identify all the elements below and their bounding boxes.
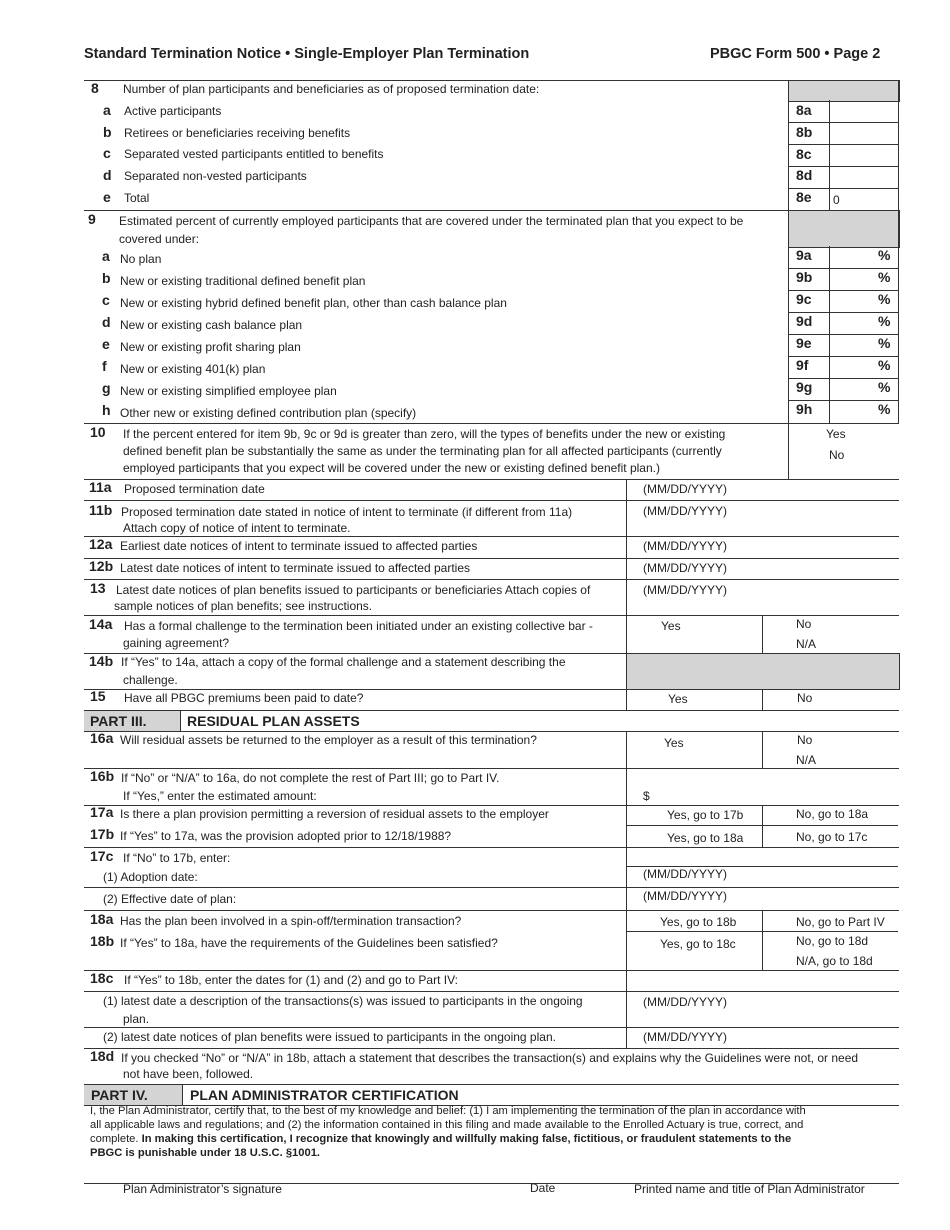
cert-line-3 <box>90 1132 791 1146</box>
q9-gray-cell <box>788 210 900 248</box>
q9b-letter: b <box>102 270 111 286</box>
q17a-no-option[interactable]: No, go to 18a <box>796 807 869 821</box>
q9g-letter: g <box>102 380 111 396</box>
q14a-text-2: gaining agreement? <box>123 636 230 650</box>
q9h-letter: h <box>102 402 111 418</box>
q8c-code: 8c <box>796 146 812 162</box>
q9g-code: 9g <box>796 379 813 395</box>
date-input[interactable] <box>510 1160 620 1182</box>
q17-col-line <box>762 805 763 847</box>
q9g-percent-input[interactable] <box>830 380 875 400</box>
signature-label: Plan Administrator’s signature <box>123 1182 282 1196</box>
q18c-sub2-label: (2) latest date notices of plan benefits were issued to participants in the ongoing plan. <box>103 1030 556 1044</box>
q18a-yes-option[interactable]: Yes, go to 18b <box>660 915 737 929</box>
q9b-code: 9b <box>796 269 813 285</box>
row-rule <box>626 931 898 932</box>
q18-col-line <box>762 910 763 970</box>
q8b-code: 8b <box>796 124 813 140</box>
q17c-sub1-label: (1) Adoption date: <box>103 870 198 884</box>
row-rule <box>84 1048 899 1049</box>
q8d-code: 8d <box>796 167 813 183</box>
row-rule <box>84 847 899 848</box>
section-rule <box>84 423 899 424</box>
q8c-letter: c <box>103 145 111 161</box>
q17a-label: Is there a plan provision permitting a reversion of residual assets to the employer <box>120 807 549 821</box>
q9c-letter: c <box>102 292 110 308</box>
q8a-label: Active participants <box>124 104 222 118</box>
q9h-code: 9h <box>796 401 813 417</box>
row-rule <box>84 805 899 806</box>
q12b-number: 12b <box>89 558 114 574</box>
cert-line-3-bold: In making this certification, I recognize that knowingly and willfully making false, fictitious, or fraudulent statements to the <box>141 1133 792 1145</box>
q8b-label: Retirees or beneficiaries receiving benefits <box>124 126 351 140</box>
q9a-letter: a <box>102 248 110 264</box>
form-title: Standard Termination Notice • Single-Employer Plan Termination <box>84 46 530 62</box>
q9d-percent-sign: % <box>878 313 891 329</box>
q11b-date-input[interactable]: (MM/DD/YYYY) <box>643 504 727 518</box>
q9d-code: 9d <box>796 313 813 329</box>
q10-yes-option[interactable]: Yes <box>826 427 846 441</box>
row-rule <box>84 710 899 711</box>
part-3-title: RESIDUAL PLAN ASSETS <box>187 713 360 729</box>
q18d-text-2: not have been, followed. <box>123 1067 254 1081</box>
q9b-percent-input[interactable] <box>830 270 875 290</box>
section-rule <box>84 210 899 211</box>
date-label: Date <box>530 1181 556 1195</box>
q18c-sub1-text-1: (1) latest date a description of the transactions(s) was issued to participants in the ongoing <box>103 994 583 1008</box>
q9f-letter: f <box>102 358 107 374</box>
q8d-label: Separated non-vested participants <box>124 169 307 183</box>
q12a-date-input[interactable]: (MM/DD/YYYY) <box>643 539 727 553</box>
q17b-label: If “Yes” to 17a, was the provision adopted prior to 12/18/1988? <box>120 829 452 843</box>
q9c-percent-sign: % <box>878 291 891 307</box>
answer-col-line <box>626 1027 627 1048</box>
part-4-label: PART IV. <box>91 1087 148 1103</box>
q18c-notices-date-input[interactable]: (MM/DD/YYYY) <box>643 1030 727 1044</box>
q15-no-option[interactable]: No <box>797 691 813 705</box>
q17b-no-option[interactable]: No, go to 17c <box>796 830 868 844</box>
q9f-label: New or existing 401(k) plan <box>120 362 266 376</box>
row-rule <box>84 536 899 537</box>
q9-text-1: Estimated percent of currently employed participants that are covered under the terminated plan that you expect to be <box>119 214 744 228</box>
q15-yes-option[interactable]: Yes <box>668 692 688 706</box>
q17b-yes-option[interactable]: Yes, go to 18a <box>667 831 744 845</box>
q9f-percent-input[interactable] <box>830 358 875 378</box>
answer-col-line <box>626 731 627 1028</box>
q17b-number: 17b <box>90 826 115 842</box>
q17c-label: If “No” to 17b, enter: <box>123 851 231 865</box>
q18c-description-date-input[interactable]: (MM/DD/YYYY) <box>643 995 727 1009</box>
q11b-text-1: Proposed termination date stated in notice of intent to terminate (if different from 11a) <box>121 505 573 519</box>
q16b-amount-input[interactable]: $ <box>643 789 650 803</box>
q17c-adoption-date-input[interactable]: (MM/DD/YYYY) <box>643 867 727 881</box>
q17a-number: 17a <box>90 804 114 820</box>
row-rule <box>84 689 899 690</box>
q14a-yes-option[interactable]: Yes <box>661 619 681 633</box>
q8c-label: Separated vested participants entitled to benefits <box>124 147 384 161</box>
q9a-code: 9a <box>796 247 812 263</box>
q9e-letter: e <box>102 336 110 352</box>
q9d-letter: d <box>102 314 111 330</box>
q8d-letter: d <box>103 167 112 183</box>
q11a-label: Proposed termination date <box>124 482 265 496</box>
q18b-number: 18b <box>90 933 115 949</box>
q9g-label: New or existing simplified employee plan <box>120 384 337 398</box>
row-rule <box>84 768 899 769</box>
q9f-percent-sign: % <box>878 357 891 373</box>
q14b-text-2: challenge. <box>123 673 178 687</box>
q18b-label: If “Yes” to 18a, have the requirements of the Guidelines been satisfied? <box>120 936 498 950</box>
q9-col-line3 <box>898 210 899 423</box>
row-rule <box>626 825 898 826</box>
q8-text: Number of plan participants and beneficiaries as of proposed termination date: <box>123 82 540 96</box>
q16a-na-option[interactable]: N/A <box>796 753 817 767</box>
q9-col-line <box>788 210 789 423</box>
q12b-label: Latest date notices of intent to terminate issued to affected parties <box>120 561 470 575</box>
q18c-label: If “Yes” to 18b, enter the dates for (1) and (2) and go to Part IV: <box>124 973 458 987</box>
q16b-text-2: If “Yes,” enter the estimated amount: <box>123 789 317 803</box>
q16a-label: Will residual assets be returned to the employer as a result of this termination? <box>120 733 537 747</box>
q10-col-line <box>788 423 789 479</box>
row-rule <box>84 500 899 501</box>
q9a-percent-input[interactable] <box>830 248 875 268</box>
q14a-number: 14a <box>89 616 113 632</box>
q9e-code: 9e <box>796 335 812 351</box>
part-4-divider <box>182 1084 183 1105</box>
row-rule <box>84 910 899 911</box>
q12b-date-input[interactable]: (MM/DD/YYYY) <box>643 561 727 575</box>
q8a-code: 8a <box>796 102 812 118</box>
q9h-percent-sign: % <box>878 401 891 417</box>
q15-col-line <box>762 689 763 710</box>
q9e-percent-sign: % <box>878 335 891 351</box>
row-rule <box>84 887 899 888</box>
row-rule <box>84 558 899 559</box>
q14a-col-line <box>762 615 763 653</box>
q9a-percent-sign: % <box>878 247 891 263</box>
q9a-label: No plan <box>120 252 162 266</box>
q8e-letter: e <box>103 189 111 205</box>
q8a-letter: a <box>103 102 111 118</box>
q9g-percent-sign: % <box>878 379 891 395</box>
q8b-letter: b <box>103 124 112 140</box>
q8e-code: 8e <box>796 189 812 205</box>
part-3-label: PART III. <box>90 713 147 729</box>
q14b-gray-cell <box>626 653 900 690</box>
row-rule <box>84 1027 899 1028</box>
q9-number: 9 <box>88 211 96 227</box>
q17c-sub2-label: (2) Effective date of plan: <box>103 892 237 906</box>
q14b-text-1: If “Yes” to 14a, attach a copy of the formal challenge and a statement describing the <box>121 655 566 669</box>
q18b-no-option[interactable]: No, go to 18d <box>796 934 869 948</box>
q18a-label: Has the plan been involved in a spin-off/termination transaction? <box>120 914 462 928</box>
q18a-number: 18a <box>90 911 114 927</box>
q8c-input[interactable] <box>830 145 897 165</box>
q8-gray-cell <box>788 80 900 102</box>
q9b-label: New or existing traditional defined benefit plan <box>120 274 366 288</box>
cert-line-4: PBGC is punishable under 18 U.S.C. §1001. <box>90 1147 321 1159</box>
q11b-text-2: Attach copy of notice of intent to terminate. <box>123 521 351 535</box>
cert-line-1: I, the Plan Administrator, certify that, to the best of my knowledge and belief: (1) I am implementing the termination of the plan in accordance with <box>90 1105 806 1117</box>
q15-number: 15 <box>90 688 106 704</box>
row-rule <box>84 579 899 580</box>
q16a-number: 16a <box>90 730 114 746</box>
q10-text-3: employed participants that you expect will be covered under the new or existing defined benefit plan.) <box>123 461 660 475</box>
signature-input[interactable] <box>84 1160 504 1182</box>
q8d-input[interactable] <box>830 167 897 187</box>
q13-number: 13 <box>90 580 106 596</box>
q16a-no-option[interactable]: No <box>797 733 813 747</box>
row-rule <box>84 1084 899 1085</box>
printed-name-input[interactable] <box>630 1160 898 1182</box>
q9c-code: 9c <box>796 291 812 307</box>
q10-no-option[interactable]: No <box>829 448 845 462</box>
q13-text-1: Latest date notices of plan benefits issued to participants or beneficiaries Attach copies of <box>116 583 591 597</box>
q18b-na-option[interactable]: N/A, go to 18d <box>796 954 873 968</box>
q13-text-2: sample notices of plan benefits; see instructions. <box>114 599 373 613</box>
cert-line-3-plain: complete. <box>90 1133 142 1145</box>
q18b-yes-option[interactable]: Yes, go to 18c <box>660 937 736 951</box>
q17a-yes-option[interactable]: Yes, go to 17b <box>667 808 744 822</box>
q9h-percent-input[interactable] <box>830 402 875 422</box>
q9e-label: New or existing profit sharing plan <box>120 340 301 354</box>
part-4-label-cell <box>84 1084 182 1105</box>
form-page-label: PBGC Form 500 • Page 2 <box>710 46 881 62</box>
q16b-number: 16b <box>90 768 115 784</box>
q9d-percent-input[interactable] <box>830 314 875 334</box>
q9f-code: 9f <box>796 357 809 373</box>
q8b-input[interactable] <box>830 123 897 143</box>
q13-date-input[interactable]: (MM/DD/YYYY) <box>643 583 727 597</box>
q14b-number: 14b <box>89 653 114 669</box>
q18c-sub1-text-2: plan. <box>123 1012 150 1026</box>
part-4-title: PLAN ADMINISTRATOR CERTIFICATION <box>190 1087 459 1103</box>
q18d-number: 18d <box>90 1048 115 1064</box>
section-rule <box>84 479 899 480</box>
q9d-label: New or existing cash balance plan <box>120 318 303 332</box>
part-3-divider <box>180 711 181 731</box>
q12a-number: 12a <box>89 536 113 552</box>
q9c-percent-input[interactable] <box>830 292 875 312</box>
row-rule <box>84 970 899 971</box>
q9-text-2: covered under: <box>119 232 200 246</box>
cert-line-2: all applicable laws and regulations; and (2) the information contained in this filing and made available to the Enrolled Actuary is true, correct, and <box>90 1119 804 1131</box>
q16a-col-line <box>762 731 763 768</box>
q9e-percent-input[interactable] <box>830 336 875 356</box>
q9c-label: New or existing hybrid defined benefit plan, other than cash balance plan <box>120 296 507 310</box>
q16b-text-1: If “No” or “N/A” to 16a, do not complete the rest of Part III; go to Part IV. <box>121 771 500 785</box>
q9h-label: Other new or existing defined contribution plan (specify) <box>120 406 417 420</box>
q16a-yes-option[interactable]: Yes <box>664 736 684 750</box>
q18c-number: 18c <box>90 970 114 986</box>
q14a-no-option[interactable]: No <box>796 617 812 631</box>
q18d-text-1: If you checked “No” or “N/A” in 18b, attach a statement that describes the transaction(s) and explains why the Guidelines were not, or need <box>121 1051 859 1065</box>
q11a-number: 11a <box>89 479 112 495</box>
q11b-number: 11b <box>89 502 113 518</box>
q14a-text-1: Has a formal challenge to the termination been initiated under an existing collective bar - <box>124 619 593 633</box>
q18a-no-option[interactable]: No, go to Part IV <box>796 915 885 929</box>
printed-name-label: Printed name and title of Plan Administrator <box>634 1182 865 1196</box>
row-rule <box>84 615 899 616</box>
header-rule <box>84 80 899 81</box>
q12a-label: Earliest date notices of intent to terminate issued to affected parties <box>120 539 478 553</box>
q10-text-1: If the percent entered for item 9b, 9c or 9d is greater than zero, will the types of benefits under the new or existing <box>123 427 726 441</box>
q8e-total-value[interactable]: 0 <box>833 193 840 207</box>
row-rule <box>84 991 899 992</box>
q9b-percent-sign: % <box>878 269 891 285</box>
q17c-effective-date-input[interactable]: (MM/DD/YYYY) <box>643 889 727 903</box>
q11a-date-input[interactable]: (MM/DD/YYYY) <box>643 482 727 496</box>
q8e-label: Total <box>124 191 150 205</box>
q10-number: 10 <box>90 424 106 440</box>
q14a-na-option[interactable]: N/A <box>796 637 817 651</box>
q8-col-line3 <box>898 80 899 210</box>
row-rule <box>84 731 899 732</box>
q17c-number: 17c <box>90 848 114 864</box>
part-3-label-cell <box>84 711 180 731</box>
q10-text-2: defined benefit plan be substantially the same as under the terminating plan for all affected participants (currently <box>123 444 722 458</box>
q8a-input[interactable] <box>830 101 897 121</box>
q8-col-line <box>788 80 789 210</box>
q8-number: 8 <box>91 80 99 96</box>
q15-label: Have all PBGC premiums been paid to date? <box>124 691 364 705</box>
